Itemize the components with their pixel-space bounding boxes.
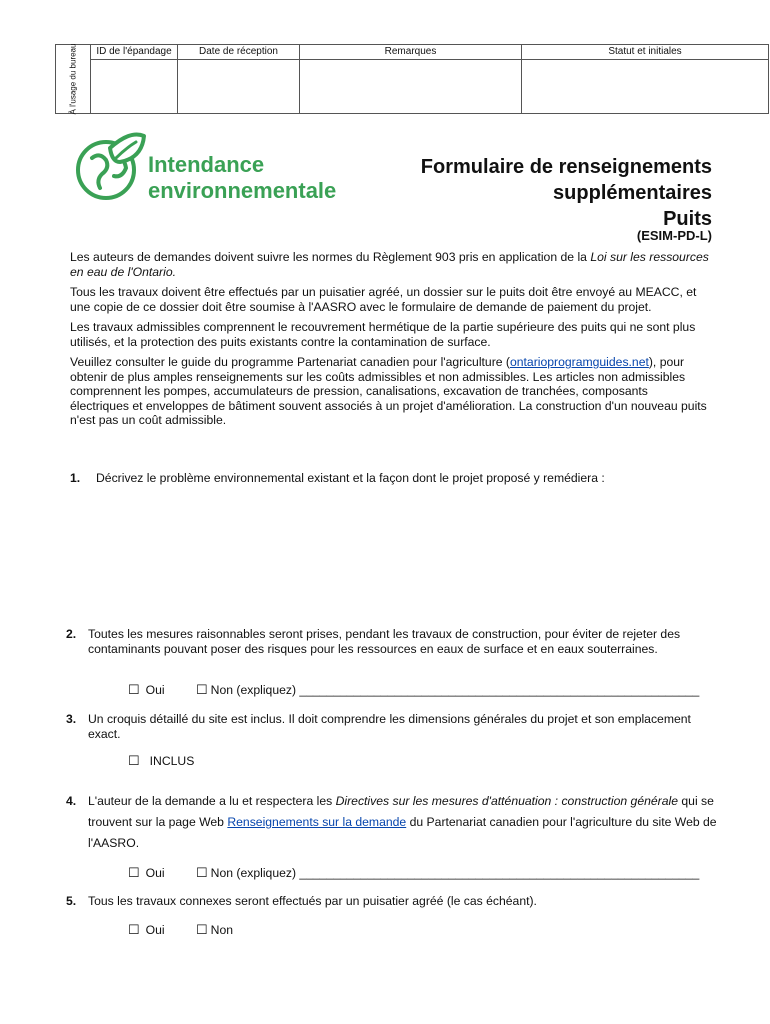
col-status-initials: Statut et initiales <box>522 45 769 60</box>
q4-number: 4. <box>66 794 77 808</box>
intro-p4: Veuillez consulter le guide du programme Partenariat canadien pour l'agriculture (ontarioprogramguides.net), pour obtenir de plus amples renseignements sur les coûts admissibles et non admissibles. Les articles non admissibles comprennent les pompes, accumulateurs de pression, canalisations, excavation de tranchées, composants électriques et enveloppes de bâtiment souvent associés à un projet d'amélioration. La construction d'un nouveau puits n'est pas un coût admissible. <box>70 355 707 427</box>
q4-text: L'auteur de la demande a lu et respectera les Directives sur les mesures d'atténuation : construction générale qui se trouvent sur la page Web Renseignements sur la demande du Partenariat canadien pour l'agriculture du site Web de l'AASRO. <box>88 794 717 850</box>
form-code: (ESIM-PD-L) <box>636 228 712 243</box>
q4-oui-checkbox[interactable]: ☐ Oui <box>128 865 165 880</box>
q3-number: 3. <box>66 712 77 726</box>
q3-text: Un croquis détaillé du site est inclus. Il doit comprendre les dimensions générales du projet et son emplacement exact. <box>88 712 691 741</box>
cell-reception-date[interactable] <box>178 60 300 114</box>
q4-non-checkbox[interactable]: ☐ Non (expliquez) ___________________________________________________________ <box>196 865 700 880</box>
title-line3: Puits <box>663 208 712 230</box>
program-guide-link[interactable]: ontarioprogramguides.net <box>509 355 649 369</box>
brand-name <box>148 152 336 204</box>
office-use-label: À l'usage du bureau <box>56 45 91 114</box>
office-use-table <box>55 44 769 114</box>
q3-options <box>128 753 194 769</box>
cell-remarks[interactable] <box>300 60 522 114</box>
q2-oui-checkbox[interactable]: ☐ Oui <box>128 682 165 697</box>
q5-text: Tous les travaux connexes seront effectués par un puisatier agréé (le cas échéant). <box>88 894 537 908</box>
title-line1: Formulaire de renseignements <box>420 156 712 178</box>
q4-options <box>128 865 699 881</box>
col-reception-date: Date de réception <box>178 45 300 60</box>
q5-number: 5. <box>66 894 77 908</box>
intro-p3: Les travaux admissibles comprennent le recouvrement hermétique de la partie supérieure des puits qui ne sont plus utilisés, et la protection des puits existants contre la contamination de surface. <box>70 320 696 349</box>
page-title <box>421 154 712 232</box>
q5-oui-checkbox[interactable]: ☐ Oui <box>128 922 165 937</box>
q2-non-checkbox[interactable]: ☐ Non (expliquez) ___________________________________________________________ <box>196 682 700 697</box>
q2-number: 2. <box>66 627 77 641</box>
q3-inclus-checkbox[interactable]: ☐ INCLUS <box>128 753 195 768</box>
q5-options <box>128 922 233 938</box>
q2-text: Toutes les mesures raisonnables seront prises, pendant les travaux de construction, pour éviter de rejeter des contaminants pouvant poser des risques pour les ressources en eaux de surface et en eaux souterraines. <box>88 627 681 656</box>
intro-p1: Les auteurs de demandes doivent suivre les normes du Règlement 903 pris en application de la Loi sur les ressources en eau de l'Ontario. <box>70 250 709 279</box>
q1-number: 1. <box>70 471 81 485</box>
intro-text <box>70 250 710 434</box>
q1-text: Décrivez le problème environnemental existant et la façon dont le projet proposé y remédiera : <box>96 471 605 485</box>
intro-p2: Tous les travaux doivent être effectués par un puisatier agréé, un dossier sur le puits doit être envoyé au MEACC, et une copie de ce dossier doit être soumise à l'AASRO avec le formulaire de demande de paiement du projet. <box>70 285 697 314</box>
brand-line2: environnementale <box>148 178 337 203</box>
q5-non-checkbox[interactable]: ☐ Non <box>196 922 234 937</box>
brand-line1: Intendance <box>148 152 265 177</box>
cell-spreading-id[interactable] <box>91 60 178 114</box>
question-4 <box>66 791 728 854</box>
application-info-link[interactable]: Renseignements sur la demande <box>227 815 407 829</box>
title-line2: supplémentaires <box>553 182 712 204</box>
question-3 <box>66 712 708 741</box>
cell-status-initials[interactable] <box>522 60 769 114</box>
question-5 <box>66 894 708 909</box>
q2-options <box>128 682 699 698</box>
question-1 <box>70 471 716 486</box>
question-2 <box>66 627 708 656</box>
globe-leaf-icon <box>70 128 148 206</box>
q1-answer-area[interactable] <box>70 492 710 612</box>
col-remarks: Remarques <box>300 45 522 60</box>
col-spreading-id: ID de l'épandage <box>91 45 178 60</box>
